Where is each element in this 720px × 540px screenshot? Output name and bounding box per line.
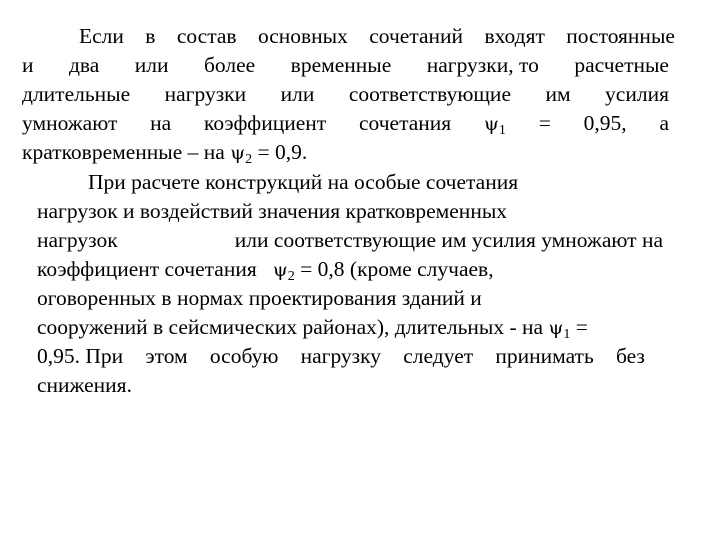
paragraph-2-line-7 <box>37 342 645 371</box>
word: соответствующие <box>348 82 511 106</box>
word: усилия <box>605 82 669 106</box>
word: коэффициент <box>204 111 327 135</box>
word: Если <box>79 24 124 48</box>
psi-glyph: ψ <box>548 317 564 339</box>
word: им <box>545 82 571 106</box>
word: входят <box>484 24 545 48</box>
paragraph-2-line-8: снижения. <box>37 373 132 397</box>
text-run: = <box>570 315 588 339</box>
word: состав <box>176 24 237 48</box>
paragraph-1-line-4 <box>22 109 669 139</box>
word: 0,95. При <box>37 344 124 368</box>
subscript: 2 <box>245 152 253 167</box>
psi-glyph: ψ <box>272 259 288 281</box>
paragraph-2-line-6 <box>37 313 588 343</box>
word: сочетания <box>359 111 452 135</box>
text-run: нагрузок <box>37 228 118 252</box>
word: особую <box>209 344 279 368</box>
word: нагрузку <box>300 344 382 368</box>
word: этом <box>145 344 188 368</box>
paragraph-1-line-2 <box>22 51 669 80</box>
word: 0,95, <box>583 111 627 135</box>
word: и <box>22 53 34 77</box>
word: временные <box>290 53 392 77</box>
paragraph-1-line-3 <box>22 80 669 109</box>
text-run: кратковременные – на <box>22 140 231 164</box>
word: нагрузки, то <box>426 53 539 77</box>
word: следует <box>403 344 474 368</box>
paragraph-2-line-1: При расчете конструкций на особые сочетания <box>88 170 519 194</box>
text-run: = 0,9. <box>252 140 308 164</box>
word: или <box>134 53 169 77</box>
word: два <box>68 53 100 77</box>
word: в <box>145 24 156 48</box>
word: более <box>203 53 256 77</box>
word: расчетные <box>574 53 669 77</box>
psi-glyph: ψ <box>230 142 246 164</box>
subscript: 1 <box>498 123 506 138</box>
paragraph-1-line-1 <box>79 22 675 51</box>
word: или <box>280 82 315 106</box>
word: = <box>538 111 551 135</box>
text-run: сооружений в сейсмических районах), длительных - на <box>37 315 549 339</box>
subscript: 1 <box>563 327 571 342</box>
word: нагрузки <box>164 82 247 106</box>
paragraph-2-line-4 <box>37 255 494 285</box>
paragraph-1-line-5 <box>22 138 307 168</box>
word: а <box>659 111 669 135</box>
paragraph-2-line-3 <box>37 226 663 255</box>
word: постоянные <box>566 24 675 48</box>
text-run: = 0,8 (кроме случаев, <box>294 257 494 281</box>
text-run: или соответствующие им усилия умножают на <box>234 228 663 252</box>
word: сочетаний <box>369 24 464 48</box>
text-run: коэффициент сочетания <box>37 257 273 281</box>
psi-symbol <box>484 109 506 139</box>
word: основных <box>257 24 348 48</box>
subscript: 2 <box>287 269 295 284</box>
paragraph-2-line-2: нагрузок и воздействий значения кратковременных <box>37 199 508 223</box>
word: длительные <box>22 82 131 106</box>
paragraph-2-line-5: оговоренных в нормах проектирования зданий и <box>37 286 482 310</box>
psi-glyph: ψ <box>484 113 499 135</box>
word: умножают <box>22 111 118 135</box>
word: без <box>615 344 645 368</box>
word: на <box>150 111 172 135</box>
word: принимать <box>495 344 594 368</box>
